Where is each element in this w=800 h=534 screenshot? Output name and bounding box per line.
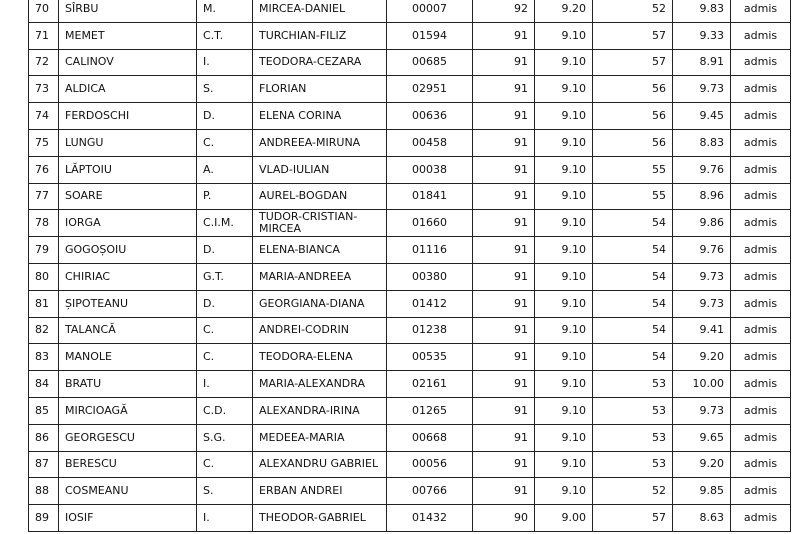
points2-cell: 53 [593, 424, 673, 451]
father-initial-cell: I. [197, 49, 253, 76]
table-row [29, 76, 791, 103]
points-cell: 91 [473, 290, 535, 317]
points-cell: 91 [473, 478, 535, 505]
grade-cell: 9.10 [535, 397, 593, 424]
rank-cell: 86 [29, 424, 59, 451]
grade2-cell: 8.63 [673, 505, 731, 532]
points2-cell: 53 [593, 451, 673, 478]
result-cell: admis [731, 156, 791, 183]
grade2-cell: 9.86 [673, 210, 731, 237]
points2-cell: 52 [593, 0, 673, 22]
grade-cell: 9.20 [535, 0, 593, 22]
grade2-cell: 8.96 [673, 183, 731, 210]
code-cell: 00535 [387, 344, 473, 371]
table-row [29, 22, 791, 49]
rank-cell: 77 [29, 183, 59, 210]
table-row [29, 156, 791, 183]
code-cell: 01432 [387, 505, 473, 532]
last-name-cell: TALANCĂ [59, 317, 197, 344]
code-cell: 02951 [387, 76, 473, 103]
rank-cell: 78 [29, 210, 59, 237]
first-name-cell: MARIA-ALEXANDRA [253, 371, 387, 398]
rank-cell: 76 [29, 156, 59, 183]
points2-cell: 57 [593, 505, 673, 532]
first-name-cell: VLAD-IULIAN [253, 156, 387, 183]
code-cell: 01265 [387, 397, 473, 424]
code-cell: 01660 [387, 210, 473, 237]
first-name-cell: TEODORA-CEZARA [253, 49, 387, 76]
grade-cell: 9.10 [535, 344, 593, 371]
first-name-cell: FLORIAN [253, 76, 387, 103]
rank-cell: 70 [29, 0, 59, 22]
code-cell: 01841 [387, 183, 473, 210]
last-name-cell: BERESCU [59, 451, 197, 478]
first-name-cell: MEDEEA-MARIA [253, 424, 387, 451]
code-cell: 00458 [387, 129, 473, 156]
result-cell: admis [731, 371, 791, 398]
first-name-cell: THEODOR-GABRIEL [253, 505, 387, 532]
rank-cell: 81 [29, 290, 59, 317]
points-cell: 91 [473, 237, 535, 264]
result-cell: admis [731, 263, 791, 290]
code-cell: 00038 [387, 156, 473, 183]
grade-cell: 9.10 [535, 263, 593, 290]
father-initial-cell: I. [197, 371, 253, 398]
grade-cell: 9.10 [535, 210, 593, 237]
points-cell: 91 [473, 49, 535, 76]
last-name-cell: COSMEANU [59, 478, 197, 505]
code-cell: 00636 [387, 103, 473, 130]
last-name-cell: MEMET [59, 22, 197, 49]
grade2-cell: 9.33 [673, 22, 731, 49]
points2-cell: 55 [593, 156, 673, 183]
grade2-cell: 9.85 [673, 478, 731, 505]
first-name-cell: AUREL-BOGDAN [253, 183, 387, 210]
table-row [29, 290, 791, 317]
result-cell: admis [731, 317, 791, 344]
table-row [29, 344, 791, 371]
table-row [29, 129, 791, 156]
father-initial-cell: M. [197, 0, 253, 22]
points-cell: 91 [473, 263, 535, 290]
grade-cell: 9.10 [535, 156, 593, 183]
result-cell: admis [731, 103, 791, 130]
result-cell: admis [731, 478, 791, 505]
grade2-cell: 9.73 [673, 397, 731, 424]
grade-cell: 9.10 [535, 183, 593, 210]
last-name-cell: IORGA [59, 210, 197, 237]
last-name-cell: LUNGU [59, 129, 197, 156]
points-cell: 91 [473, 156, 535, 183]
code-cell: 01116 [387, 237, 473, 264]
first-name-cell: ANDREEA-MIRUNA [253, 129, 387, 156]
grade2-cell: 8.83 [673, 129, 731, 156]
result-cell: admis [731, 397, 791, 424]
results-table-body [29, 0, 791, 531]
first-name-cell: MIRCEA-DANIEL [253, 0, 387, 22]
points-cell: 91 [473, 183, 535, 210]
rank-cell: 87 [29, 451, 59, 478]
points-cell: 91 [473, 129, 535, 156]
grade2-cell: 9.20 [673, 344, 731, 371]
rank-cell: 74 [29, 103, 59, 130]
table-row [29, 397, 791, 424]
last-name-cell: BRATU [59, 371, 197, 398]
first-name-cell: ALEXANDRA-IRINA [253, 397, 387, 424]
points2-cell: 57 [593, 22, 673, 49]
grade-cell: 9.10 [535, 371, 593, 398]
table-row [29, 237, 791, 264]
code-cell: 00668 [387, 424, 473, 451]
points-cell: 91 [473, 344, 535, 371]
first-name-cell: TUDOR-CRISTIAN-MIRCEA [253, 210, 387, 237]
points2-cell: 52 [593, 478, 673, 505]
grade2-cell: 9.41 [673, 317, 731, 344]
points2-cell: 56 [593, 129, 673, 156]
father-initial-cell: S.G. [197, 424, 253, 451]
father-initial-cell: S. [197, 76, 253, 103]
rank-cell: 75 [29, 129, 59, 156]
rank-cell: 89 [29, 505, 59, 532]
points-cell: 91 [473, 76, 535, 103]
grade-cell: 9.10 [535, 76, 593, 103]
grade2-cell: 9.45 [673, 103, 731, 130]
grade2-cell: 9.73 [673, 263, 731, 290]
grade-cell: 9.10 [535, 317, 593, 344]
points2-cell: 54 [593, 290, 673, 317]
code-cell: 00685 [387, 49, 473, 76]
points2-cell: 54 [593, 344, 673, 371]
table-row [29, 210, 791, 237]
code-cell: 00056 [387, 451, 473, 478]
grade2-cell: 10.00 [673, 371, 731, 398]
rank-cell: 88 [29, 478, 59, 505]
points2-cell: 56 [593, 76, 673, 103]
points-cell: 91 [473, 451, 535, 478]
father-initial-cell: S. [197, 478, 253, 505]
points-cell: 91 [473, 424, 535, 451]
result-cell: admis [731, 505, 791, 532]
code-cell: 00007 [387, 0, 473, 22]
points-cell: 91 [473, 371, 535, 398]
father-initial-cell: C. [197, 129, 253, 156]
points-cell: 91 [473, 22, 535, 49]
grade-cell: 9.10 [535, 49, 593, 76]
rank-cell: 85 [29, 397, 59, 424]
grade2-cell: 9.73 [673, 290, 731, 317]
points-cell: 92 [473, 0, 535, 22]
father-initial-cell: I. [197, 505, 253, 532]
last-name-cell: GEORGESCU [59, 424, 197, 451]
result-cell: admis [731, 237, 791, 264]
points2-cell: 53 [593, 371, 673, 398]
points-cell: 91 [473, 397, 535, 424]
grade2-cell: 9.73 [673, 76, 731, 103]
code-cell: 02161 [387, 371, 473, 398]
father-initial-cell: C.T. [197, 22, 253, 49]
father-initial-cell: D. [197, 103, 253, 130]
table-row [29, 317, 791, 344]
first-name-cell: ERBAN ANDREI [253, 478, 387, 505]
points-cell: 90 [473, 505, 535, 532]
last-name-cell: CALINOV [59, 49, 197, 76]
first-name-cell: GEORGIANA-DIANA [253, 290, 387, 317]
table-row [29, 371, 791, 398]
grade-cell: 9.10 [535, 451, 593, 478]
rank-cell: 84 [29, 371, 59, 398]
rank-cell: 72 [29, 49, 59, 76]
rank-cell: 71 [29, 22, 59, 49]
grade-cell: 9.10 [535, 424, 593, 451]
code-cell: 01412 [387, 290, 473, 317]
points2-cell: 54 [593, 237, 673, 264]
code-cell: 01238 [387, 317, 473, 344]
last-name-cell: MANOLE [59, 344, 197, 371]
grade2-cell: 9.83 [673, 0, 731, 22]
points2-cell: 53 [593, 397, 673, 424]
points2-cell: 57 [593, 49, 673, 76]
result-cell: admis [731, 0, 791, 22]
result-cell: admis [731, 451, 791, 478]
rank-cell: 73 [29, 76, 59, 103]
last-name-cell: SOARE [59, 183, 197, 210]
table-row [29, 505, 791, 532]
father-initial-cell: P. [197, 183, 253, 210]
table-row [29, 424, 791, 451]
grade-cell: 9.10 [535, 290, 593, 317]
first-name-cell: ALEXANDRU GABRIEL [253, 451, 387, 478]
points-cell: 91 [473, 210, 535, 237]
points2-cell: 56 [593, 103, 673, 130]
father-initial-cell: C.I.M. [197, 210, 253, 237]
grade-cell: 9.10 [535, 478, 593, 505]
result-cell: admis [731, 22, 791, 49]
code-cell: 00766 [387, 478, 473, 505]
grade-cell: 9.00 [535, 505, 593, 532]
points2-cell: 54 [593, 317, 673, 344]
rank-cell: 80 [29, 263, 59, 290]
first-name-cell: MARIA-ANDREEA [253, 263, 387, 290]
table-row [29, 0, 791, 22]
result-cell: admis [731, 424, 791, 451]
grade2-cell: 9.76 [673, 156, 731, 183]
father-initial-cell: D. [197, 290, 253, 317]
last-name-cell: GOGOȘOIU [59, 237, 197, 264]
table-row [29, 49, 791, 76]
rank-cell: 82 [29, 317, 59, 344]
father-initial-cell: C.D. [197, 397, 253, 424]
grade2-cell: 9.76 [673, 237, 731, 264]
result-cell: admis [731, 76, 791, 103]
father-initial-cell: D. [197, 237, 253, 264]
table-row [29, 478, 791, 505]
points2-cell: 54 [593, 210, 673, 237]
grade-cell: 9.10 [535, 22, 593, 49]
father-initial-cell: A. [197, 156, 253, 183]
grade-cell: 9.10 [535, 103, 593, 130]
points2-cell: 54 [593, 263, 673, 290]
code-cell: 00380 [387, 263, 473, 290]
first-name-cell: ELENA CORINA [253, 103, 387, 130]
table-row [29, 183, 791, 210]
points-cell: 91 [473, 317, 535, 344]
first-name-cell: ELENA-BIANCA [253, 237, 387, 264]
table-row [29, 263, 791, 290]
points2-cell: 55 [593, 183, 673, 210]
last-name-cell: IOSIF [59, 505, 197, 532]
first-name-cell: TURCHIAN-FILIZ [253, 22, 387, 49]
grade2-cell: 8.91 [673, 49, 731, 76]
table-row [29, 103, 791, 130]
grade-cell: 9.10 [535, 129, 593, 156]
table-row [29, 451, 791, 478]
rank-cell: 83 [29, 344, 59, 371]
last-name-cell: MIRCIOAGĂ [59, 397, 197, 424]
result-cell: admis [731, 49, 791, 76]
rank-cell: 79 [29, 237, 59, 264]
first-name-cell: TEODORA-ELENA [253, 344, 387, 371]
last-name-cell: LĂPTOIU [59, 156, 197, 183]
father-initial-cell: C. [197, 344, 253, 371]
last-name-cell: SÎRBU [59, 0, 197, 22]
points-cell: 91 [473, 103, 535, 130]
first-name-cell: ANDREI-CODRIN [253, 317, 387, 344]
grade-cell: 9.10 [535, 237, 593, 264]
father-initial-cell: C. [197, 451, 253, 478]
father-initial-cell: G.T. [197, 263, 253, 290]
father-initial-cell: C. [197, 317, 253, 344]
result-cell: admis [731, 129, 791, 156]
last-name-cell: FERDOSCHI [59, 103, 197, 130]
grade2-cell: 9.65 [673, 424, 731, 451]
result-cell: admis [731, 344, 791, 371]
result-cell: admis [731, 290, 791, 317]
results-table [28, 0, 791, 532]
result-cell: admis [731, 183, 791, 210]
grade2-cell: 9.20 [673, 451, 731, 478]
result-cell: admis [731, 210, 791, 237]
last-name-cell: ALDICA [59, 76, 197, 103]
last-name-cell: ȘIPOTEANU [59, 290, 197, 317]
code-cell: 01594 [387, 22, 473, 49]
last-name-cell: CHIRIAC [59, 263, 197, 290]
